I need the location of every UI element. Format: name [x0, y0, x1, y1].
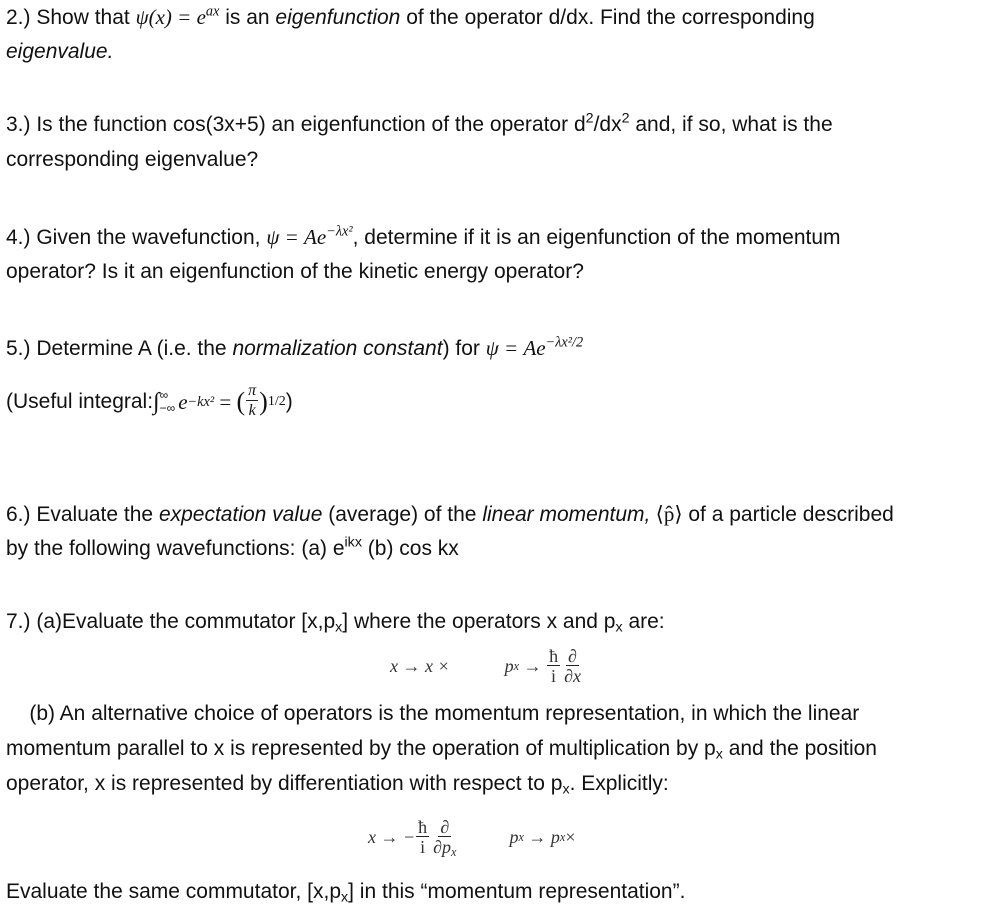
problem-number: 5.)	[6, 337, 31, 360]
momentum-space-operators: x → − $\frac{ħ}{i}$ $\frac{\partial}{\partial p_x}$ p x → p x ×	[368, 816, 576, 859]
position-space-operators: x → x × p x → $\frac{ħ}{i}$ $\frac{\partial}{\partial x}$	[390, 645, 581, 686]
problem-number: 4.)	[6, 226, 31, 249]
problem-number: 2.)	[6, 6, 31, 29]
problem-5-line-1: 5.) Determine A (i.e. the normalization constant) for $\psi = Ae^{-\lambda x^2/2}$	[6, 334, 584, 360]
math-expression: ψ = Ae	[266, 225, 327, 249]
integral-sign: ∫	[153, 388, 160, 415]
problem-5-line-2: (Useful integral: ∫ ∞ −∞ e −kx² = ( $\frac{\pi}{k}$ ) 1/2 )	[6, 382, 293, 419]
math-expression: ψ(x) = e	[135, 5, 206, 29]
problem-number: 3.)	[6, 113, 31, 136]
math-expression: ψ = Ae	[485, 336, 546, 360]
problem-7b-line-1: (b) An alternative choice of operators is the momentum representation, in which the linear	[6, 702, 860, 725]
useful-integral: ∫ ∞ −∞ e −kx² = ( $\frac{\pi}{k}$ ) 1/2 )	[153, 382, 293, 419]
problem-6-line-2: by the following wavefunctions: (a) $e^{ikx}$ (b) cos kx	[6, 534, 459, 560]
problem-number: 7.)	[6, 610, 31, 633]
problem-2-line-1: 2.) Show that $\psi(x) = e^{ax}$ is an eigenfunction of the operator d/dx. Find the corresponding	[6, 3, 815, 29]
problem-7b-line-3: operator, x is represented by differentiation with respect to $p_x$. Explicitly:	[6, 772, 669, 798]
problem-4-line-2: operator? Is it an eigenfunction of the kinetic energy operator?	[6, 260, 584, 283]
problem-7-final-line: Evaluate the same commutator, $[x,p_x]$ in this “momentum representation”.	[6, 880, 686, 906]
problem-7-line-1: 7.) (a)Evaluate the commutator $[x,p_x]$ where the operators x and $p_x$ are:	[6, 610, 665, 636]
problem-6-line-1: 6.) Evaluate the expectation value (average) of the linear momentum, ⟨p̂⟩ of a particle described	[6, 502, 894, 526]
problem-2-line-2: eigenvalue.	[6, 40, 114, 63]
problem-3-line-2: corresponding eigenvalue?	[6, 148, 259, 171]
problem-4-line-1: 4.) Given the wavefunction, $\psi = Ae^{-\lambda x^2}$, determine if it is an eigenfunction of the momentum	[6, 223, 841, 249]
problem-7b-line-2: momentum parallel to x is represented by the operation of multiplication by $p_x$ and the position	[6, 737, 877, 763]
problem-number: 6.)	[6, 503, 31, 526]
problem-3-line-1: 3.) Is the function cos(3x+5) an eigenfunction of the operator $d^2/dx^2$ and, if so, what is the	[6, 110, 833, 136]
